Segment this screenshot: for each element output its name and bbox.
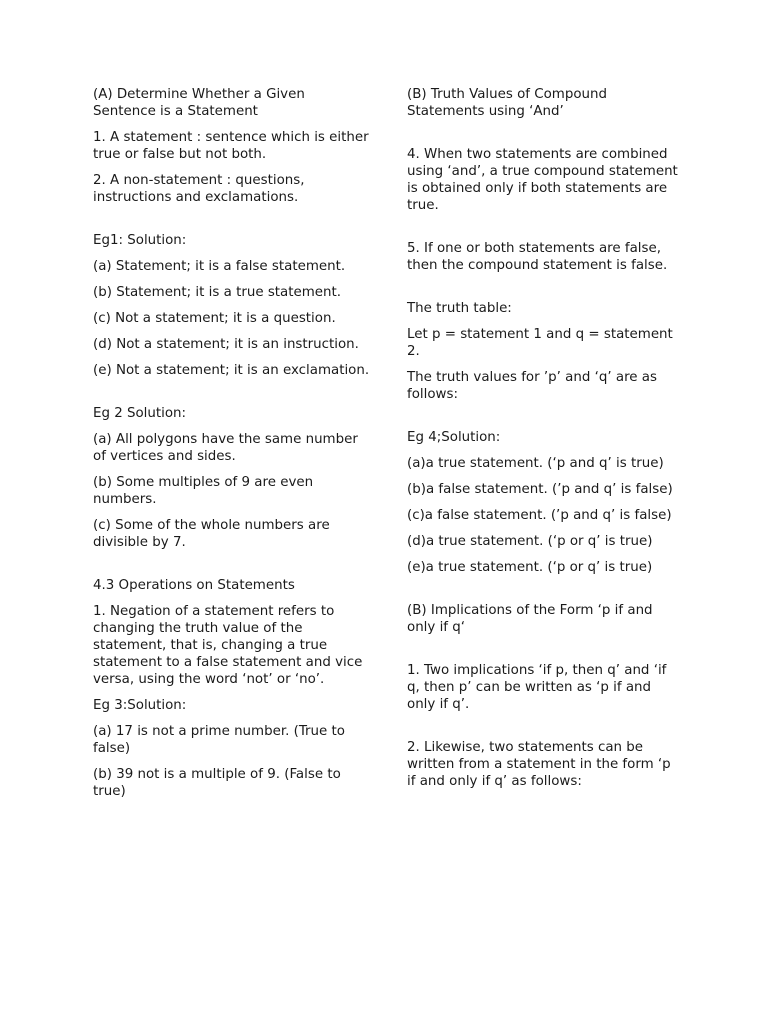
- eg2-item-b: (b) Some multiples of 9 are even numbers.: [93, 475, 314, 507]
- negation-text: 1. Negation of a statement refers to changing the truth value of the statement, that is, changing a true statement to a false statement and vice versa, using the word ‘not’ or ‘no’.: [93, 604, 363, 687]
- eg2-item-a: (a) All polygons have the same number of vertices and sides.: [93, 432, 358, 464]
- eg1-item-a: (a) Statement; it is a false statement.: [93, 259, 346, 274]
- point-4: 4. When two statements are combined using ‘and’, a true compound statement is obtained only if both statements are true.: [407, 147, 678, 213]
- statement-definition: 1. A statement : sentence which is either true or false but not both.: [93, 130, 369, 162]
- truth-table-heading: The truth table:: [407, 301, 512, 316]
- truth-values-text: The truth values for ’p’ and ‘q’ are as follows:: [407, 370, 657, 402]
- left-column: [93, 86, 371, 809]
- non-statement-definition: 2. A non-statement : questions, instructions and exclamations.: [93, 173, 305, 205]
- eg1-item-b: (b) Statement; it is a true statement.: [93, 285, 342, 300]
- eg4-item-e: (e)a true statement. (‘p or q’ is true): [407, 560, 653, 575]
- section-b2-heading: (B) Implications of the Form ‘p if and only if q‘: [407, 603, 653, 635]
- eg1-item-c: (c) Not a statement; it is a question.: [93, 311, 336, 326]
- eg4-item-a: (a)a true statement. (‘p and q’ is true): [407, 456, 664, 471]
- implication-point-1: 1. Two implications ‘if p, then q’ and ‘if q, then p’ can be written as ‘p if and only if q’.: [407, 663, 667, 712]
- let-text: Let p = statement 1 and q = statement 2.: [407, 327, 673, 359]
- eg3-item-a: (a) 17 is not a prime number. (True to false): [93, 724, 345, 756]
- section-b-heading: (B) Truth Values of Compound Statements using ‘And’: [407, 87, 608, 119]
- eg4-item-d: (d)a true statement. (‘p or q’ is true): [407, 534, 653, 549]
- right-column: [407, 86, 679, 799]
- eg2-heading: Eg 2 Solution:: [93, 406, 187, 421]
- section-4-3-heading: 4.3 Operations on Statements: [93, 578, 295, 593]
- eg1-item-e: (e) Not a statement; it is an exclamation.: [93, 363, 370, 378]
- eg4-item-c: (c)a false statement. (’p and q’ is false): [407, 508, 672, 523]
- point-5: 5. If one or both statements are false, then the compound statement is false.: [407, 241, 668, 273]
- eg3-item-b: (b) 39 not is a multiple of 9. (False to true): [93, 767, 341, 799]
- eg1-heading: Eg1: Solution:: [93, 233, 187, 248]
- eg1-item-d: (d) Not a statement; it is an instruction.: [93, 337, 359, 352]
- implication-point-2: 2. Likewise, two statements can be written from a statement in the form ‘p if and only if q’ as follows:: [407, 740, 671, 789]
- eg4-heading: Eg 4;Solution:: [407, 430, 501, 445]
- eg4-item-b: (b)a false statement. (’p and q’ is false): [407, 482, 673, 497]
- eg2-item-c: (c) Some of the whole numbers are divisible by 7.: [93, 518, 330, 550]
- section-a-heading: (A) Determine Whether a Given Sentence is a Statement: [93, 87, 305, 119]
- eg3-heading: Eg 3:Solution:: [93, 698, 187, 713]
